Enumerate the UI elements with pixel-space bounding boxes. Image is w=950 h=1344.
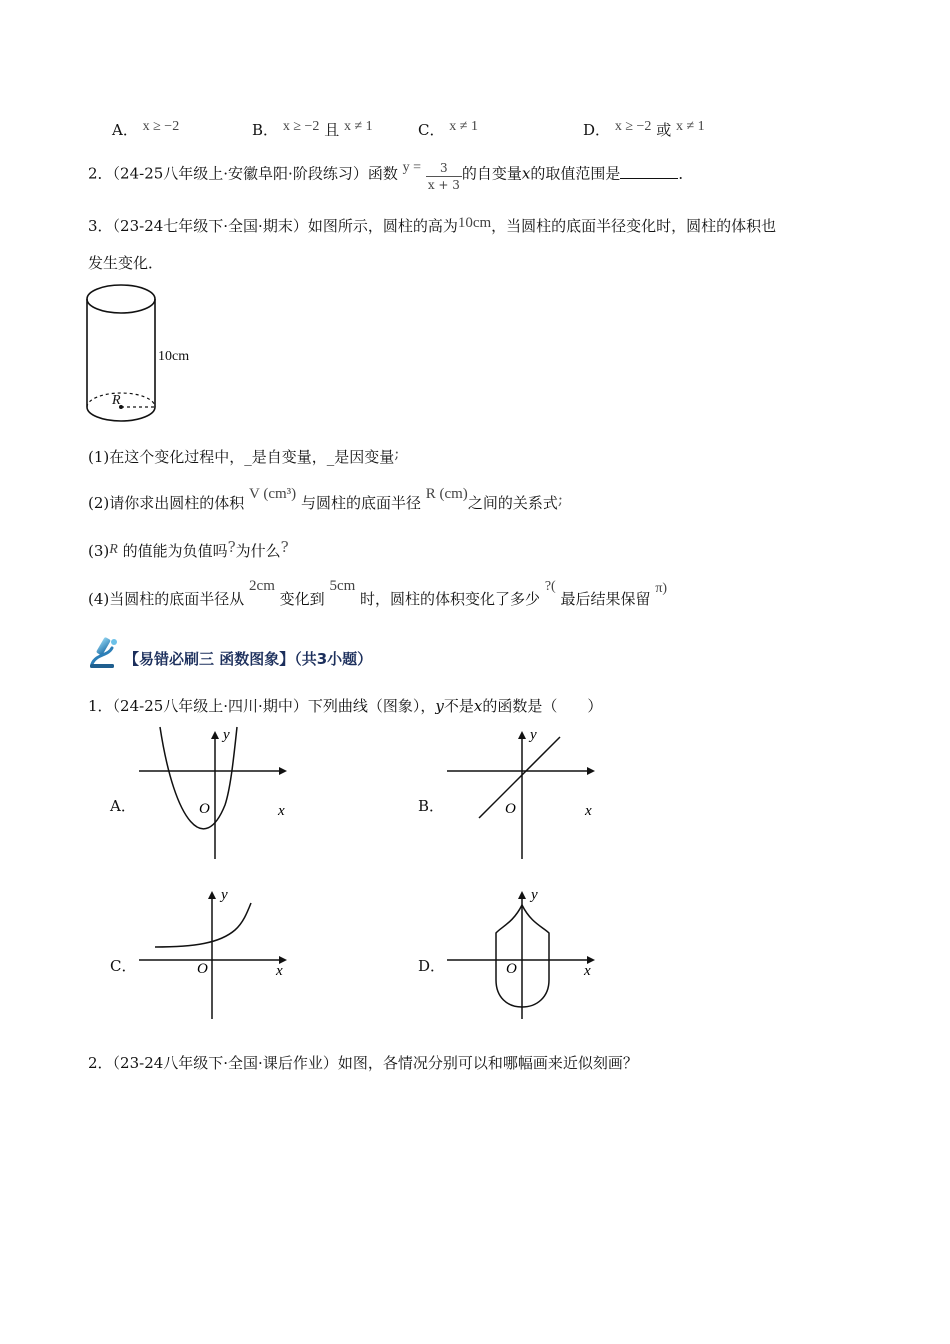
- sub-question-text: 最后结果保留: [560, 590, 651, 608]
- section-title: 【易错必刷三 函数图象】（共3小题）: [124, 650, 373, 668]
- variable-y: y: [435, 697, 444, 715]
- option-conj: 且: [324, 121, 340, 139]
- question-3-line2: 发生变化．: [88, 254, 164, 272]
- y-axis-arrow: [518, 891, 526, 899]
- cylinder-radius-label: R: [112, 393, 121, 408]
- question-source: （23-24八年级下·全国·课后作业）: [112, 1054, 338, 1072]
- question-number: 1．: [88, 697, 113, 715]
- option-label: A．: [112, 121, 138, 139]
- straight-line: [479, 737, 560, 818]
- sub-question-3: [88, 540, 289, 561]
- fraction-numerator: 3: [426, 160, 462, 177]
- section3-question-1: [88, 695, 602, 716]
- x-axis-label: x: [278, 803, 285, 819]
- question-2: [88, 158, 693, 191]
- exponential-curve: [155, 903, 251, 947]
- question-text: 的自变量: [461, 164, 522, 183]
- cylinder-bottom-front: [87, 407, 155, 421]
- sub-question-text: 与圆柱的底面半径: [300, 494, 421, 512]
- question-text: 的函数是（ ）: [482, 697, 603, 715]
- option-expr: x ≥ −2: [142, 119, 180, 134]
- math-pi: π): [655, 581, 668, 596]
- question-number: 2．: [88, 1054, 113, 1072]
- graph-a[interactable]: [135, 725, 295, 865]
- option-d: [583, 119, 705, 140]
- origin-label: O: [505, 801, 516, 817]
- question-text: ，当圆柱的底面半径变化时，圆柱的体积也: [491, 217, 777, 235]
- microscope-icon: [86, 634, 122, 670]
- fraction-denominator: x + 3: [427, 178, 460, 192]
- sub-question-text: 为什么: [235, 542, 281, 560]
- option-label: D．: [583, 121, 611, 139]
- y-axis-label: y: [530, 727, 537, 743]
- question-mark: ?: [227, 538, 236, 556]
- graph-b[interactable]: [443, 725, 603, 865]
- fraction: [426, 160, 462, 193]
- y-axis-label: y: [221, 887, 228, 903]
- sub-question-1: [88, 446, 399, 467]
- math-from: 2cm: [249, 578, 275, 594]
- math-y-eq: y =: [402, 159, 422, 175]
- origin-label: O: [506, 961, 517, 977]
- graph-c-label[interactable]: C．: [110, 957, 137, 975]
- question-source: （24-25八年级上·安徽阜阳·阶段练习）: [112, 164, 368, 183]
- cylinder-bottom-back: [87, 393, 155, 407]
- cylinder-top-ellipse: [87, 285, 155, 313]
- question-text: 不是: [443, 697, 474, 715]
- x-axis-label: x: [585, 803, 592, 819]
- option-label: B．: [252, 121, 279, 139]
- sub-question-text: 之间的关系式: [467, 494, 558, 512]
- answer-blank[interactable]: [620, 164, 678, 179]
- y-axis-arrow: [211, 731, 219, 739]
- question-text: 如图，各情况分别可以和哪幅画来近似刻画？: [337, 1054, 638, 1072]
- question-number: 3．: [88, 217, 113, 235]
- math-r: R: [109, 542, 118, 557]
- math-volume: V (cm³): [249, 486, 297, 502]
- question-text: 函数: [367, 164, 398, 183]
- cylinder-height-label: 10cm: [158, 349, 190, 364]
- question-text: 如图所示，圆柱的高为: [307, 217, 458, 235]
- y-axis-label: y: [223, 727, 230, 743]
- graph-d-label[interactable]: D．: [418, 957, 446, 975]
- sub-question-text: 时，圆柱的体积变化了多少: [360, 590, 541, 608]
- semicolon: ;: [394, 444, 400, 462]
- origin-label: O: [199, 801, 210, 817]
- option-b: [252, 119, 373, 140]
- math-radius: R (cm): [425, 486, 468, 502]
- math-height: 10cm: [457, 215, 492, 231]
- x-axis-label: x: [276, 963, 283, 979]
- graph-d[interactable]: [443, 885, 603, 1025]
- section3-question-2: [88, 1052, 638, 1073]
- option-expr: x ≥ −2: [282, 119, 320, 134]
- variable-x: x: [473, 697, 483, 715]
- question-text: 的取值范围是: [530, 164, 621, 183]
- variable-x: x: [521, 164, 531, 183]
- sub-question-text: (2)请你求出圆柱的体积: [88, 494, 245, 512]
- sub-question-text: (4)当圆柱的底面半径从: [88, 590, 245, 608]
- period: ．: [678, 164, 694, 183]
- cylinder-figure: [80, 280, 210, 430]
- x-axis-arrow: [279, 767, 287, 775]
- math-q-paren: ?(: [544, 579, 556, 594]
- question-text: 下列曲线（图象），: [307, 697, 436, 715]
- option-expr: x ≠ 1: [449, 119, 478, 134]
- option-conj: 或: [656, 121, 672, 139]
- option-label: C．: [418, 121, 445, 139]
- question-mark: ?: [280, 538, 289, 556]
- y-axis-label: y: [531, 887, 538, 903]
- origin-label: O: [197, 961, 208, 977]
- option-expr: x ≥ −2: [614, 119, 652, 134]
- x-axis-arrow: [587, 767, 595, 775]
- graph-b-label[interactable]: B．: [418, 797, 445, 815]
- graph-a-label[interactable]: A．: [110, 797, 136, 815]
- option-expr: x ≠ 1: [675, 119, 705, 134]
- semicolon: ;: [557, 490, 563, 508]
- option-expr: x ≠ 1: [343, 119, 373, 134]
- option-a: [112, 119, 179, 140]
- question-source: （23-24七年级下·全国·期末）: [112, 217, 308, 235]
- math-to: 5cm: [329, 578, 356, 594]
- sub-question-text: (3): [88, 542, 110, 560]
- graph-c[interactable]: [135, 885, 295, 1025]
- question-3: [88, 215, 776, 236]
- sub-question-text: 的值能为负值吗: [122, 542, 228, 560]
- option-c: [418, 119, 478, 140]
- sub-question-text: 变化到: [279, 590, 325, 608]
- question-number: 2．: [88, 164, 113, 183]
- question-source: （24-25八年级上·四川·期中）: [112, 697, 308, 715]
- y-axis-arrow: [208, 891, 216, 899]
- sub-question-text: (1)在这个变化过程中，_是自变量，_是因变量: [88, 448, 395, 466]
- sub-question-2: [88, 486, 563, 513]
- y-axis-arrow: [518, 731, 526, 739]
- sub-question-4: [88, 578, 668, 609]
- x-axis-label: x: [584, 963, 591, 979]
